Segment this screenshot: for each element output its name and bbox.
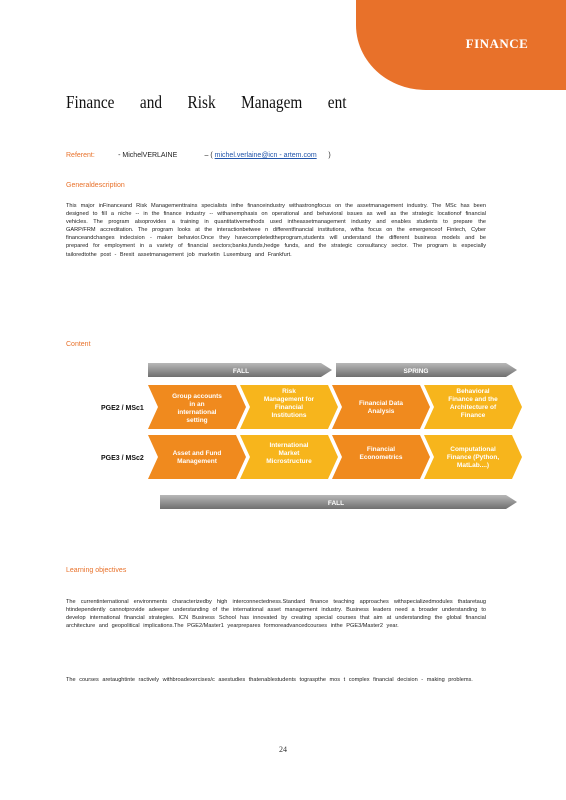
page-number: 24 xyxy=(279,745,287,754)
fall-arrow-top-label: FALL xyxy=(232,368,250,375)
course-behavioral-finance: Behavioral Finance and the Architecture of Finance xyxy=(448,388,498,419)
course-market-microstructure: International Market Microstructure xyxy=(266,442,312,465)
course-asset-fund-management: Asset and Fund Management xyxy=(172,450,222,465)
title-word: Managem xyxy=(241,92,303,112)
course-group-accounts: Group accounts in an international setting xyxy=(172,393,222,424)
chevron-asset-fund-management xyxy=(148,435,246,479)
learning-objectives-text: The currentinternational environments characterizedby high interconnectedness.Standard finance teaching approaches withspecializedmodules thataretaug htindependently cannotprovide adeeper understanding of the international asset management industry. Business leaders need a broader understanding to develop international financial strategies. ICN Business School has innovated by creating special courses that aim at understanding the global financial architecture and geopolitical implications.The PGE2/Master1 yearprepares formoreadvancedcourses inthe PGE3/Master2 year. xyxy=(66,599,486,630)
page-title xyxy=(66,92,347,118)
course-financial-econometrics: Financial Econometrics xyxy=(359,446,403,461)
course-computational-finance: Computational Finance (Python, MatLab....) xyxy=(446,446,500,469)
fall-arrow-bottom-label: FALL xyxy=(327,500,345,507)
referent-label: Referent: xyxy=(66,152,95,159)
course-financial-data-analysis: Financial Data Analysis xyxy=(358,400,404,415)
general-description-text: This major inFinanceand Risk Managementtrains specialists inthe financeindustry withastrongfocus on the assetmanagement industry. The MSc has been designed to fill a niche -- in the finance industry -- withanemphasis on operational and behavioral issues as well as the strategic locationof financial vehicles. The program alsoprovides a training in quantitativemethods used intheassetmanagement industry and enables students to prepare the GARP/FRM accreditation. The program looks at the interactionbetwee n differentfinancial institutions, witha focus on the emergenceof Fintech, Cyber financeandchanges indecision - maker behavior.Once they havecompletedtheprogram,students will understand the different business models and be prepared for employment in a variety of financial sectors;banks,funds,hedge funds, and the strategic consultancy sector. The program is especially tailoredtothe post - Brexit assetmanagement job marketin Luxemburg and Frankfurt. xyxy=(66,203,486,258)
spring-arrow-label: SPRING xyxy=(403,368,429,375)
title-word: Risk xyxy=(187,92,216,112)
content-heading: Content xyxy=(66,341,91,348)
referent-close: ) xyxy=(328,152,331,159)
general-description-heading: Generaldescription xyxy=(66,182,125,189)
learning-objectives-text-2: The courses aretaughtinte ractively withbroadexercises/c asestudies thatenablestudents tograspthe mos t complex financial decision - making problems. xyxy=(66,677,473,683)
referent-email-link[interactable]: michel.verlaine@icn - artem.com xyxy=(214,152,317,159)
curriculum-diagram xyxy=(96,353,524,523)
referent-line xyxy=(66,152,486,159)
row-label-pge2: PGE2 / MSc1 xyxy=(101,405,144,412)
referent-name: - MichelVERLAINE xyxy=(118,152,178,159)
course-risk-management: Risk Management for Financial Institutions xyxy=(263,388,315,419)
chevron-financial-data-analysis xyxy=(332,385,430,429)
title-word: and xyxy=(139,92,163,112)
row-label-pge3: PGE3 / MSc2 xyxy=(101,455,144,462)
section-label: FINANCE xyxy=(465,36,529,51)
title-word: ent xyxy=(327,92,347,112)
title-word: Finance xyxy=(66,92,115,112)
learning-objectives-heading: Learning objectives xyxy=(66,567,127,574)
referent-open: – ( xyxy=(204,152,213,159)
